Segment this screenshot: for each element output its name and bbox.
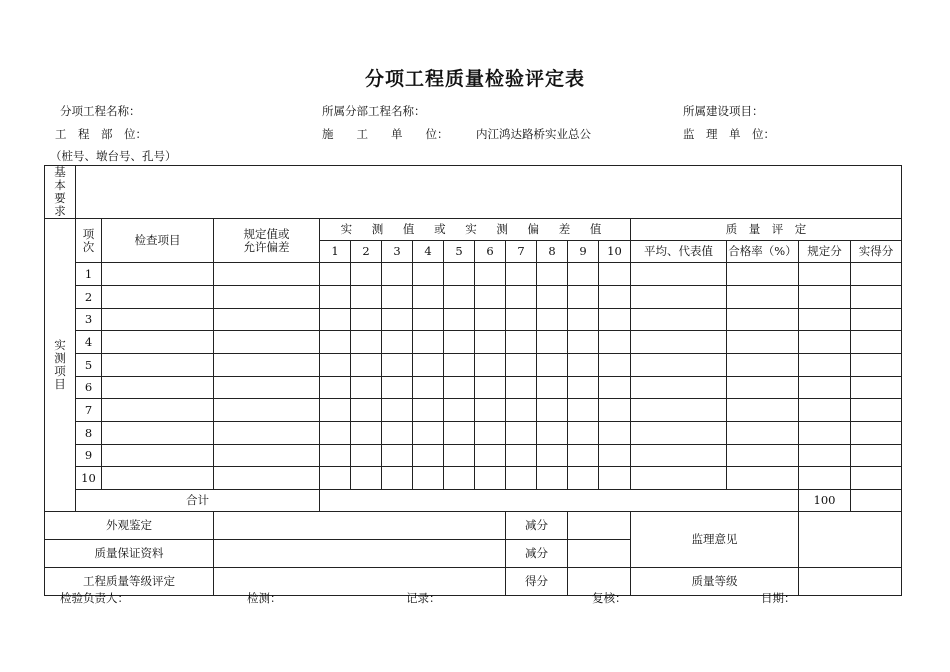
- basic-requirements-label: 基 本 要 求: [45, 166, 76, 219]
- table-header-row-1: [45, 219, 902, 241]
- row-number: 7: [76, 399, 102, 422]
- contractor-value: 内江鸿达路桥实业总公: [476, 127, 591, 141]
- table-row: [45, 445, 902, 467]
- total-rated-score: 100: [799, 490, 851, 512]
- date-label: 日期：: [761, 591, 796, 605]
- appearance-label: 外观鉴定: [45, 512, 214, 540]
- table-row: [45, 286, 902, 309]
- row-number: 4: [76, 331, 102, 354]
- inspector-label: 检验负责人：: [60, 591, 129, 605]
- table-row: [45, 377, 902, 399]
- spec-header: 规定值或 允许偏差: [214, 219, 320, 263]
- item-no-header: 项 次: [76, 219, 102, 263]
- quality-docs-value[interactable]: [214, 540, 506, 568]
- supervision-opinion-value[interactable]: [799, 512, 902, 568]
- rated-score-header: 规定分: [799, 241, 851, 263]
- row-number: 8: [76, 422, 102, 445]
- supervisor-label: 监 理 单 位：: [683, 127, 775, 141]
- row-number: 5: [76, 354, 102, 377]
- appearance-value[interactable]: [214, 512, 506, 540]
- quality-grade-label: 质量等级: [631, 568, 799, 596]
- division-name-label: 所属分部工程名称：: [322, 104, 426, 118]
- row-number: 9: [76, 445, 102, 467]
- table-row: [45, 354, 902, 377]
- measure-no-10: 10: [599, 241, 631, 263]
- measure-no-7: 7: [506, 241, 537, 263]
- review-label: 复核：: [592, 591, 627, 605]
- table-row: [45, 399, 902, 422]
- row-number: 2: [76, 286, 102, 309]
- measure-no-5: 5: [444, 241, 475, 263]
- total-actual-score[interactable]: [851, 490, 902, 512]
- project-name-label: 所属建设项目：: [683, 104, 764, 118]
- measure-no-1: 1: [320, 241, 351, 263]
- measure-no-4: 4: [413, 241, 444, 263]
- quality-docs-deduction-value[interactable]: [568, 540, 631, 568]
- pass-rate-header: 合格率（%）: [727, 241, 799, 263]
- row-number: 6: [76, 377, 102, 399]
- supervision-opinion-label: 监理意见: [631, 512, 799, 568]
- table-row: [45, 263, 902, 286]
- measured-values-header: 实 测 值 或 实 测 偏 差 值: [320, 219, 631, 241]
- record-label: 记录：: [406, 591, 441, 605]
- measure-no-2: 2: [351, 241, 382, 263]
- quality-grade-value[interactable]: [799, 568, 902, 596]
- grade-eval-label: 工程质量等级评定: [45, 568, 214, 596]
- quality-assessment-header: 质 量 评 定: [631, 219, 902, 241]
- basic-requirements-row: [45, 166, 902, 219]
- table-row: [45, 422, 902, 445]
- appearance-deduction-value[interactable]: [568, 512, 631, 540]
- appearance-deduction-label: 减分: [506, 512, 568, 540]
- page-title: 分项工程质量检验评定表: [364, 68, 585, 90]
- actual-score-header: 实得分: [851, 241, 902, 263]
- measure-no-3: 3: [382, 241, 413, 263]
- measure-no-9: 9: [568, 241, 599, 263]
- total-row: [45, 490, 902, 512]
- total-label: 合计: [76, 490, 320, 512]
- row-number: 3: [76, 309, 102, 331]
- table-row: [45, 309, 902, 331]
- check-item-header: 检查项目: [102, 219, 214, 263]
- measure-no-6: 6: [475, 241, 506, 263]
- score-label: 得分: [506, 568, 568, 596]
- measure-no-8: 8: [537, 241, 568, 263]
- subitem-name-label: 分项工程名称：: [60, 104, 141, 118]
- table-row: [45, 331, 902, 354]
- contractor-label: 施 工 单 位：: [322, 127, 449, 141]
- inspection-table: [44, 165, 902, 596]
- row-number: 1: [76, 263, 102, 286]
- quality-docs-deduction-label: 减分: [506, 540, 568, 568]
- total-measured-cell[interactable]: [320, 490, 799, 512]
- location-note: （桩号、墩台号、孔号）: [50, 149, 177, 163]
- table-row: [45, 467, 902, 490]
- row-number: 10: [76, 467, 102, 490]
- location-label: 工 程 部 位：: [55, 127, 147, 141]
- average-header: 平均、代表值: [631, 241, 727, 263]
- quality-docs-label: 质量保证资料: [45, 540, 214, 568]
- test-label: 检测：: [247, 591, 282, 605]
- basic-requirements-cell[interactable]: [76, 166, 902, 219]
- measured-items-label: 实 测 项 目: [45, 219, 76, 512]
- appearance-row: [45, 512, 902, 540]
